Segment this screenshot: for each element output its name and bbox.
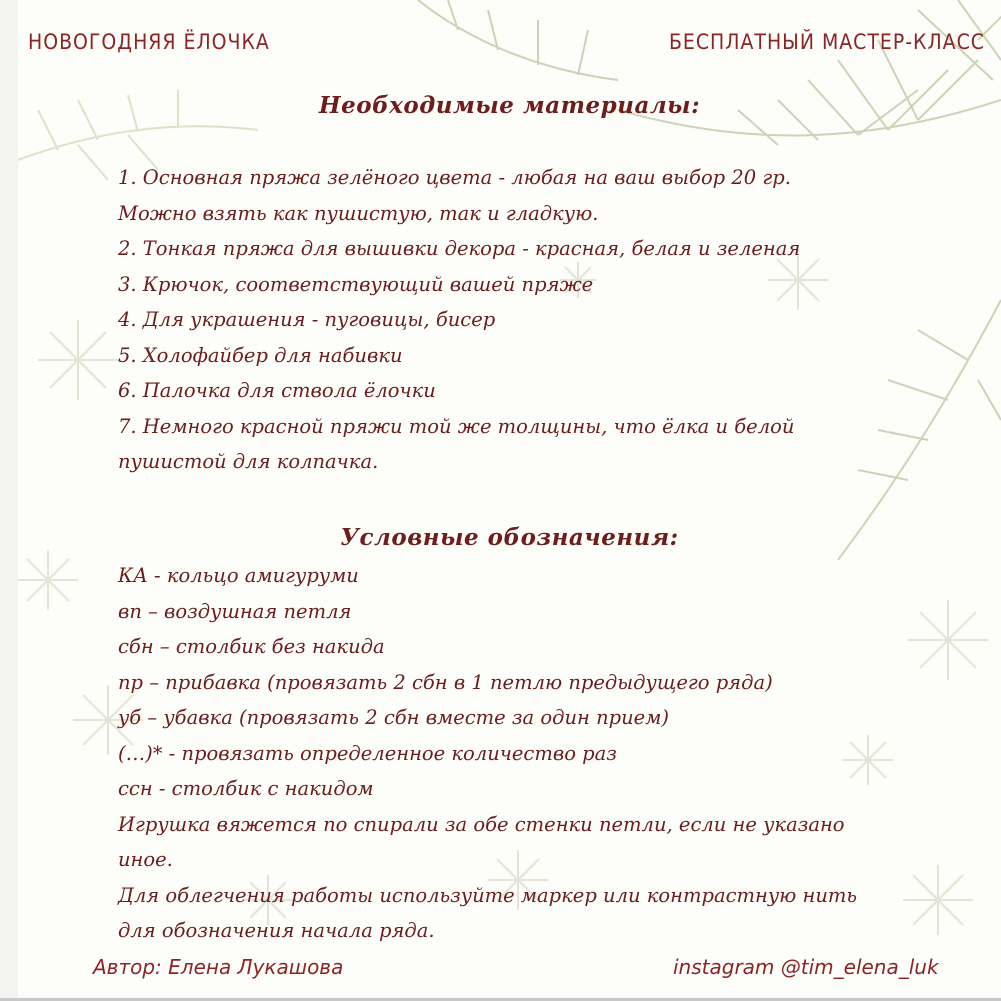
author-credit: Автор: Елена Лукашова	[93, 955, 344, 979]
legend-line: Для облегчения работы используйте маркер или контрастную нить	[118, 883, 858, 907]
instagram-handle: instagram @tim_elena_luk	[673, 955, 939, 979]
page	[18, 0, 1001, 998]
legend-heading: Условные обозначения:	[340, 524, 679, 551]
materials-list	[118, 160, 800, 480]
legend-line: для обозначения начала ряда.	[118, 919, 435, 942]
materials-line: 4. Для украшения - пуговицы, бисер	[118, 308, 496, 331]
legend-line: КА - кольцо амигуруми	[118, 564, 359, 587]
materials-line: 1. Основная пряжа зелёного цвета - любая на ваш выбор 20 гр.	[118, 166, 791, 189]
materials-line: 3. Крючок, соответствующий вашей пряже	[118, 272, 594, 296]
legend-line: пр – прибавка (провязать 2 сбн в 1 петлю предыдущего ряда)	[118, 670, 773, 694]
materials-line: 2. Тонкая пряжа для вышивки декора - красная, белая и зеленая	[118, 237, 801, 260]
legend-list	[118, 558, 857, 949]
legend-line: ссн - столбик с накидом	[118, 777, 374, 800]
materials-line: 7. Немного красной пряжи той же толщины, что ёлка и белой	[118, 414, 795, 438]
materials-heading: Необходимые материалы:	[318, 92, 701, 119]
doc-subtitle: БЕСПЛАТНЫЙ МАСТЕР-КЛАСС	[668, 30, 985, 54]
legend-line: Игрушка вяжется по спирали за обе стенки петли, если не указано	[118, 812, 845, 836]
legend-line: уб – убавка (провязать 2 сбн вместе за один прием)	[118, 706, 669, 729]
materials-line: Можно взять как пушистую, так и гладкую.	[118, 201, 599, 225]
materials-line: пушистой для колпачка.	[118, 450, 379, 473]
materials-line: 6. Палочка для ствола ёлочки	[118, 379, 436, 402]
legend-line: иное.	[118, 848, 173, 871]
legend-line: сбн – столбик без накида	[118, 635, 385, 658]
legend-line: вп – воздушная петля	[118, 599, 352, 623]
doc-title: НОВОГОДНЯЯ ЁЛОЧКА	[28, 30, 270, 54]
legend-line: (…)* - провязать определенное количество раз	[118, 741, 617, 765]
materials-line: 5. Холофайбер для набивки	[118, 343, 403, 367]
